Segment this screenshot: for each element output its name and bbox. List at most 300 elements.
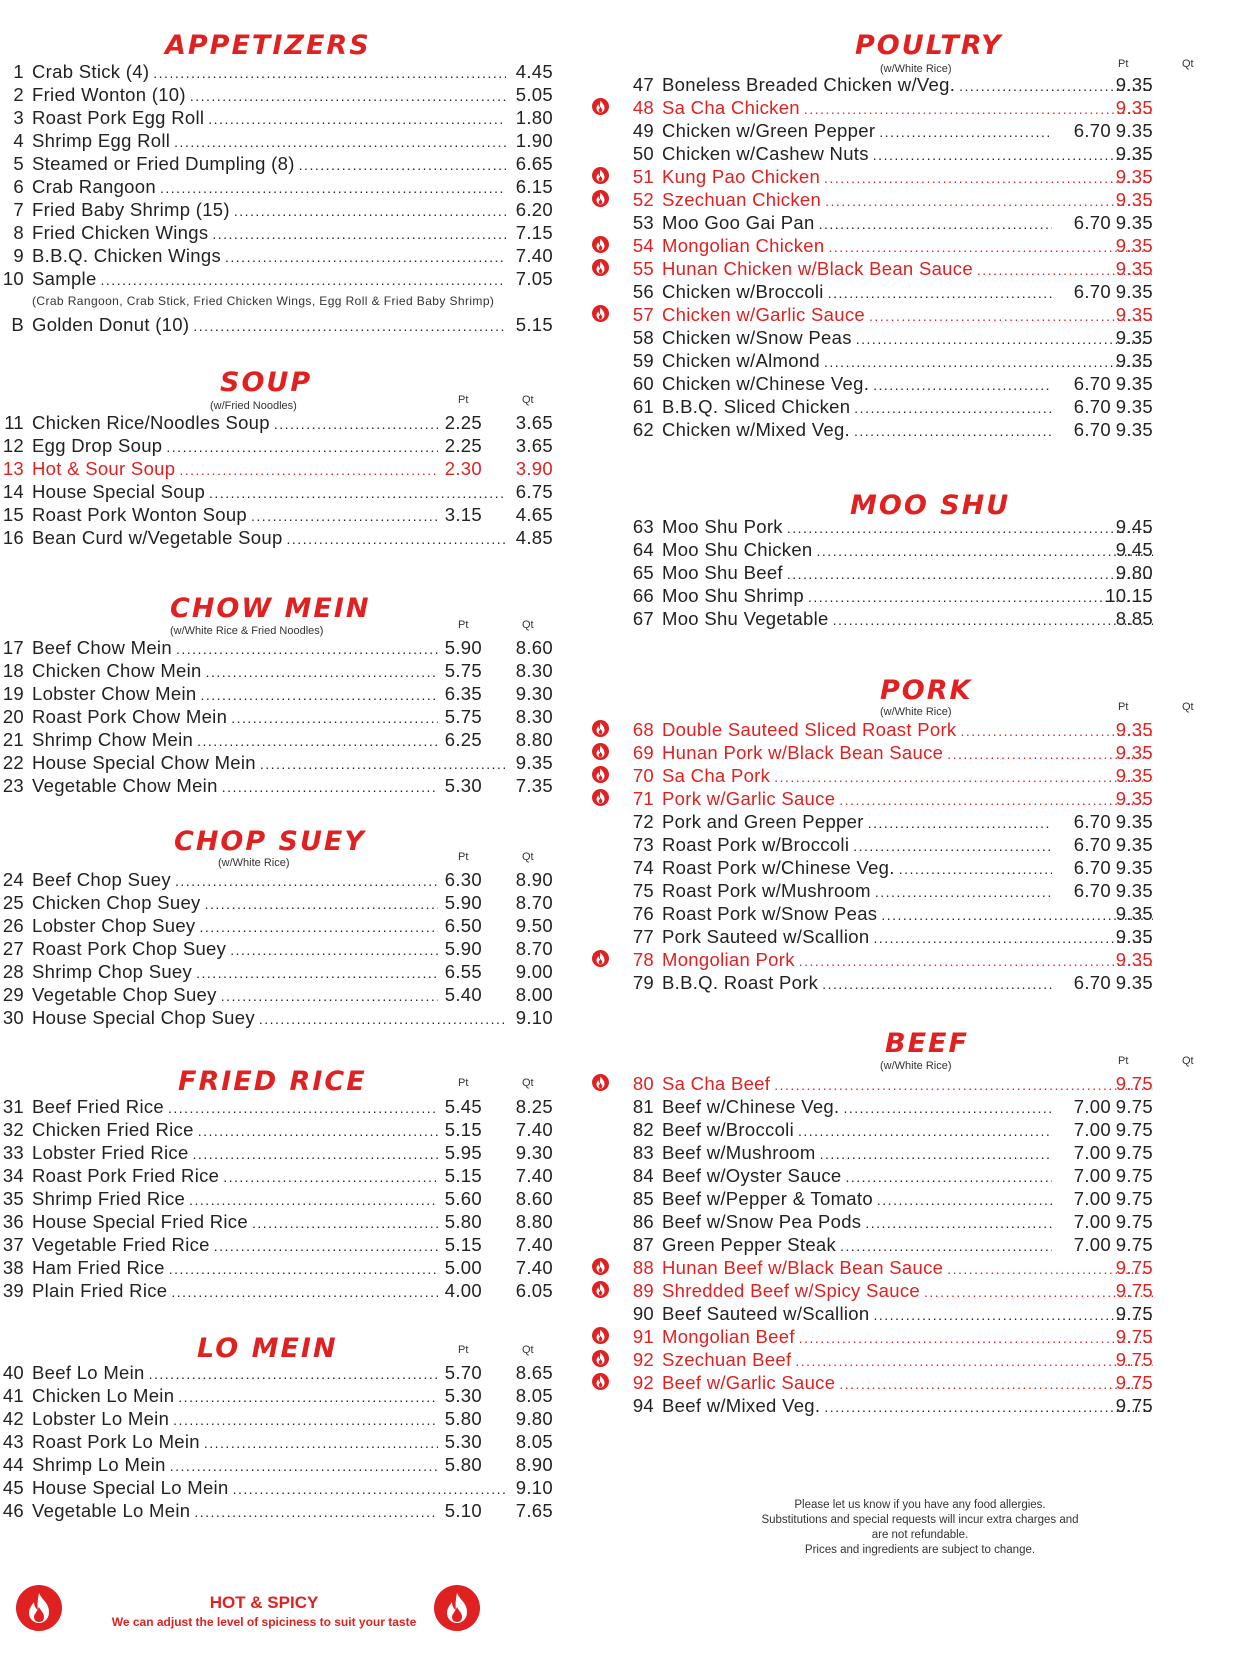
quart-price: 9.75 xyxy=(1115,1188,1153,1209)
quart-price: 9.35 xyxy=(1115,719,1153,740)
menu-item xyxy=(620,742,1220,765)
item-number: 6 xyxy=(13,176,24,197)
item-name: Beef Fried Rice xyxy=(32,1096,164,1117)
item-name-row xyxy=(32,915,438,937)
quart-price: 8.05 xyxy=(515,1431,553,1452)
quart-price: 8.25 xyxy=(515,1096,553,1117)
item-name-row xyxy=(662,1096,1052,1118)
pint-price: 5.45 xyxy=(444,1096,482,1117)
dot-leader xyxy=(299,153,506,175)
quart-header: Qt xyxy=(522,1077,534,1089)
item-number: 29 xyxy=(2,984,24,1005)
item-name: Roast Pork Lo Mein xyxy=(32,1431,200,1452)
quart-price: 9.75 xyxy=(1115,1119,1153,1140)
item-name-row xyxy=(662,120,1052,142)
pint-price: 5.60 xyxy=(444,1188,482,1209)
item-name: Roast Pork w/Broccoli xyxy=(662,834,850,855)
item-name: Pork and Green Pepper xyxy=(662,811,864,832)
item-name: Shrimp Fried Rice xyxy=(32,1188,186,1209)
quart-price: 9.30 xyxy=(515,1142,553,1163)
item-name-row xyxy=(32,245,506,267)
menu-item xyxy=(0,1454,560,1477)
pint-price: 5.90 xyxy=(444,938,482,959)
menu-item xyxy=(620,327,1220,350)
quart-price: 9.35 xyxy=(1115,212,1153,233)
item-number: 49 xyxy=(632,120,654,141)
section-title: SOUP xyxy=(220,367,313,398)
item-name-row xyxy=(662,903,1153,925)
dot-leader xyxy=(189,1188,438,1210)
dot-leader xyxy=(223,1165,438,1187)
dot-leader xyxy=(171,1280,438,1302)
dot-leader xyxy=(260,752,506,774)
quart-price: 8.90 xyxy=(515,869,553,890)
item-name: Chicken Lo Mein xyxy=(32,1385,175,1406)
pint-price: 2.30 xyxy=(444,458,482,479)
menu-item xyxy=(0,1234,560,1257)
item-number: 25 xyxy=(2,892,24,913)
item-name: Hunan Pork w/Black Bean Sauce xyxy=(662,742,944,763)
menu-item xyxy=(0,412,560,435)
quart-price: 8.70 xyxy=(515,892,553,913)
item-name: Beef Chow Mein xyxy=(32,637,172,658)
quart-price: 7.40 xyxy=(515,245,553,266)
item-name-row xyxy=(32,458,438,480)
quart-price: 9.75 xyxy=(1115,1372,1153,1393)
item-name-row xyxy=(32,1211,438,1233)
quart-price: 9.35 xyxy=(1115,857,1153,878)
menu-item xyxy=(620,1119,1220,1142)
item-name: Beef w/Chinese Veg. xyxy=(662,1096,840,1117)
quart-price: 9.35 xyxy=(1115,74,1153,95)
dot-leader xyxy=(193,1142,438,1164)
menu-item xyxy=(0,314,560,337)
item-name-row xyxy=(662,539,1153,561)
menu-item xyxy=(620,926,1220,949)
menu-item xyxy=(620,304,1220,327)
pint-price: 5.15 xyxy=(444,1165,482,1186)
item-name: B.B.Q. Roast Pork xyxy=(662,972,819,993)
item-name-row xyxy=(662,1395,1153,1417)
item-number: 86 xyxy=(632,1211,654,1232)
dot-leader xyxy=(828,281,1052,303)
item-name-row xyxy=(32,130,506,152)
item-name-row xyxy=(662,880,1052,902)
quart-header: Qt xyxy=(522,1344,534,1356)
dot-leader xyxy=(222,775,438,797)
item-number: 40 xyxy=(2,1362,24,1383)
item-name: Lobster Chow Mein xyxy=(32,683,197,704)
menu-item xyxy=(620,949,1220,972)
menu-item xyxy=(0,61,560,84)
quart-price: 9.50 xyxy=(515,915,553,936)
item-number: 85 xyxy=(632,1188,654,1209)
quart-price: 6.15 xyxy=(515,176,553,197)
item-name: Pork Sauteed w/Scallion xyxy=(662,926,870,947)
item-number: 52 xyxy=(632,189,654,210)
dot-leader xyxy=(230,938,438,960)
quart-price: 6.75 xyxy=(515,481,553,502)
item-name: Chicken Chop Suey xyxy=(32,892,201,913)
item-name: Sample xyxy=(32,268,97,289)
quart-price: 9.75 xyxy=(1115,1073,1153,1094)
item-name-row xyxy=(662,189,1153,211)
item-name: Shrimp Egg Roll xyxy=(32,130,171,151)
menu-item xyxy=(0,107,560,130)
item-number: 19 xyxy=(2,683,24,704)
item-name: Roast Pork Egg Roll xyxy=(32,107,205,128)
section-subtitle: (w/White Rice & Fried Noodles) xyxy=(170,625,324,637)
item-number: 51 xyxy=(632,166,654,187)
item-name-row xyxy=(662,327,1153,349)
menu-item xyxy=(0,869,560,892)
item-name: Hot & Sour Soup xyxy=(32,458,176,479)
item-name-row xyxy=(32,729,438,751)
menu-item xyxy=(620,765,1220,788)
flame-icon xyxy=(592,259,609,276)
item-name-row xyxy=(662,281,1052,303)
item-name: Roast Pork Chop Suey xyxy=(32,938,227,959)
dot-leader xyxy=(868,811,1052,833)
pint-price: 6.35 xyxy=(444,683,482,704)
menu-item xyxy=(0,268,560,291)
item-name: Moo Shu Shrimp xyxy=(662,585,804,606)
pint-price: 7.00 xyxy=(1073,1119,1111,1140)
menu-item xyxy=(0,1188,560,1211)
item-number: 92 xyxy=(632,1349,654,1370)
flame-icon xyxy=(592,1258,609,1275)
menu-item xyxy=(0,637,560,660)
item-name: Beef w/Broccoli xyxy=(662,1119,794,1140)
quart-price: 8.05 xyxy=(515,1385,553,1406)
pint-header: Pt xyxy=(1118,701,1129,713)
item-name-row xyxy=(662,1165,1052,1187)
item-number: 21 xyxy=(2,729,24,750)
flame-icon xyxy=(592,743,609,760)
item-number: 89 xyxy=(632,1280,654,1301)
allergy-line: are not refundable. xyxy=(871,1529,969,1541)
item-name: Lobster Fried Rice xyxy=(32,1142,189,1163)
menu-item xyxy=(0,153,560,176)
menu-item xyxy=(620,212,1220,235)
item-number: 47 xyxy=(632,74,654,95)
menu-item xyxy=(620,516,1220,539)
dot-leader xyxy=(212,222,506,244)
item-number: 92 xyxy=(632,1372,654,1393)
item-number: 63 xyxy=(632,516,654,537)
dot-leader xyxy=(274,412,438,434)
item-name-row xyxy=(32,61,506,83)
menu-item xyxy=(0,222,560,245)
menu-item xyxy=(620,189,1220,212)
item-name: Moo Goo Gai Pan xyxy=(662,212,815,233)
section-subtitle: (w/Fried Noodles) xyxy=(210,400,297,412)
item-number: 12 xyxy=(2,435,24,456)
item-name-row xyxy=(662,857,1052,879)
item-number: 4 xyxy=(13,130,24,151)
item-name: Crab Rangoon xyxy=(32,176,156,197)
item-number: 60 xyxy=(632,373,654,394)
quart-price: 1.80 xyxy=(515,107,553,128)
pint-price: 5.80 xyxy=(444,1211,482,1232)
item-number: 58 xyxy=(632,327,654,348)
dot-leader xyxy=(845,1165,1052,1187)
pint-price: 5.80 xyxy=(444,1408,482,1429)
menu-item xyxy=(0,660,560,683)
pint-price: 2.25 xyxy=(444,412,482,433)
item-name: Chicken w/Mixed Veg. xyxy=(662,419,851,440)
item-name: Hunan Chicken w/Black Bean Sauce xyxy=(662,258,973,279)
quart-header: Qt xyxy=(522,851,534,863)
menu-item xyxy=(0,481,560,504)
item-number: 70 xyxy=(632,765,654,786)
item-name: Roast Pork w/Mushroom xyxy=(662,880,871,901)
item-number: 28 xyxy=(2,961,24,982)
dot-leader xyxy=(209,481,506,503)
menu-item xyxy=(0,1165,560,1188)
pint-price: 5.90 xyxy=(444,892,482,913)
item-name-row xyxy=(32,1454,438,1476)
quart-price: 9.35 xyxy=(1115,235,1153,256)
item-name: Roast Pork Wonton Soup xyxy=(32,504,248,525)
dot-leader xyxy=(160,176,506,198)
item-number: 55 xyxy=(632,258,654,279)
item-name-row xyxy=(32,199,506,221)
item-number: 94 xyxy=(632,1395,654,1416)
flame-icon xyxy=(434,1585,480,1631)
item-name-row xyxy=(32,176,506,198)
menu-item xyxy=(0,1257,560,1280)
item-number: 65 xyxy=(632,562,654,583)
menu-item xyxy=(620,1257,1220,1280)
menu-item xyxy=(620,166,1220,189)
menu-item xyxy=(0,752,560,775)
section-title: LO MEIN xyxy=(197,1333,338,1364)
dot-leader xyxy=(822,972,1052,994)
section-title: APPETIZERS xyxy=(165,30,371,61)
item-number: 15 xyxy=(2,504,24,525)
item-name-row xyxy=(662,719,1153,741)
item-number: 36 xyxy=(2,1211,24,1232)
item-name: Fried Baby Shrimp (15) xyxy=(32,199,230,220)
appetizer-sample-note: (Crab Rangoon, Crab Stick, Fried Chicken Wings, Egg Roll & Fried Baby Shrimp) xyxy=(32,294,495,308)
item-name: Beef w/Mushroom xyxy=(662,1142,816,1163)
pint-price: 5.00 xyxy=(444,1257,482,1278)
item-number: 3 xyxy=(13,107,24,128)
quart-price: 9.35 xyxy=(1115,765,1153,786)
pint-header: Pt xyxy=(1118,58,1129,70)
menu-item xyxy=(0,1119,560,1142)
item-name: Boneless Breaded Chicken w/Veg. xyxy=(662,74,956,95)
menu-item xyxy=(0,504,560,527)
flame-icon xyxy=(592,950,609,967)
pint-price: 5.15 xyxy=(444,1119,482,1140)
quart-price: 10.15 xyxy=(1105,585,1153,606)
item-name: Moo Shu Chicken xyxy=(662,539,813,560)
section-subtitle: (w/White Rice) xyxy=(880,63,952,75)
pint-header: Pt xyxy=(458,851,469,863)
pint-price: 5.30 xyxy=(444,1431,482,1452)
quart-price: 8.30 xyxy=(515,706,553,727)
menu-item xyxy=(0,938,560,961)
menu-item xyxy=(620,120,1220,143)
hot-spicy-subtitle: We can adjust the level of spiciness to suit your taste xyxy=(111,1615,417,1629)
dot-leader xyxy=(196,961,438,983)
item-name: Chicken w/Cashew Nuts xyxy=(662,143,869,164)
section-title: MOO SHU xyxy=(850,490,1011,521)
item-name: Mongolian Beef xyxy=(662,1326,795,1347)
item-number: 48 xyxy=(632,97,654,118)
dot-leader xyxy=(287,527,506,549)
item-name-row xyxy=(662,419,1052,441)
pint-price: 6.70 xyxy=(1073,212,1111,233)
item-name-row xyxy=(32,752,506,774)
menu-item xyxy=(620,258,1220,281)
item-name-row xyxy=(32,435,438,457)
item-number: 74 xyxy=(632,857,654,878)
item-number: 88 xyxy=(632,1257,654,1278)
item-number: 39 xyxy=(2,1280,24,1301)
item-name: Crab Stick (4) xyxy=(32,61,150,82)
menu-item xyxy=(0,245,560,268)
item-name-row xyxy=(662,1073,1153,1095)
item-number: 38 xyxy=(2,1257,24,1278)
dot-leader xyxy=(149,1362,438,1384)
item-name: Sa Cha Chicken xyxy=(662,97,800,118)
quart-price: 9.35 xyxy=(1115,327,1153,348)
quart-price: 3.65 xyxy=(515,435,553,456)
quart-price: 9.35 xyxy=(1115,972,1153,993)
item-number: 46 xyxy=(2,1500,24,1521)
item-number: 56 xyxy=(632,281,654,302)
section-subtitle: (w/White Rice) xyxy=(880,1060,952,1072)
item-name: Shrimp Chow Mein xyxy=(32,729,194,750)
flame-icon xyxy=(592,167,609,184)
item-name: Mongolian Pork xyxy=(662,949,795,970)
quart-price: 9.35 xyxy=(1115,949,1153,970)
pint-price: 5.75 xyxy=(444,660,482,681)
item-number: 78 xyxy=(632,949,654,970)
quart-price: 7.40 xyxy=(515,1234,553,1255)
item-number: 30 xyxy=(2,1007,24,1028)
menu-item xyxy=(0,527,560,550)
item-name-row xyxy=(662,562,1153,584)
item-name-row xyxy=(32,481,506,503)
quart-price: 6.05 xyxy=(515,1280,553,1301)
item-name: Roast Pork Fried Rice xyxy=(32,1165,220,1186)
quart-price: 7.65 xyxy=(515,1500,553,1521)
menu-item xyxy=(620,350,1220,373)
menu-item xyxy=(0,84,560,107)
quart-price: 9.35 xyxy=(1115,120,1153,141)
item-name-row xyxy=(32,775,438,797)
quart-price: 7.40 xyxy=(515,1165,553,1186)
allergy-line: Prices and ingredients are subject to change. xyxy=(804,1544,1036,1556)
dot-leader xyxy=(899,857,1052,879)
quart-price: 9.10 xyxy=(515,1007,553,1028)
dot-leader xyxy=(169,1257,438,1279)
pint-price: 5.30 xyxy=(444,1385,482,1406)
quart-price: 3.90 xyxy=(515,458,553,479)
item-name: Beef w/Pepper & Tomato xyxy=(662,1188,873,1209)
item-number: 17 xyxy=(2,637,24,658)
item-name-row xyxy=(32,1257,438,1279)
dot-leader xyxy=(231,706,438,728)
hot-spicy-title: HOT & SPICY xyxy=(209,1593,319,1612)
item-number: 75 xyxy=(632,880,654,901)
item-number: 69 xyxy=(632,742,654,763)
pint-price: 2.25 xyxy=(444,435,482,456)
menu-item xyxy=(620,539,1220,562)
quart-price: 9.35 xyxy=(1115,350,1153,371)
menu-item xyxy=(0,130,560,153)
pint-header: Pt xyxy=(458,1344,469,1356)
menu-item xyxy=(0,1477,560,1500)
item-number: 90 xyxy=(632,1303,654,1324)
menu-item xyxy=(620,373,1220,396)
quart-price: 9.35 xyxy=(1115,742,1153,763)
quart-price: 6.65 xyxy=(515,153,553,174)
item-number: 54 xyxy=(632,235,654,256)
quart-header: Qt xyxy=(522,619,534,631)
item-name: Sa Cha Pork xyxy=(662,765,771,786)
item-number: 2 xyxy=(13,84,24,105)
item-name-row xyxy=(32,637,438,659)
quart-price: 9.35 xyxy=(515,752,553,773)
item-number: 14 xyxy=(2,481,24,502)
item-name: Chicken Fried Rice xyxy=(32,1119,194,1140)
item-number: 61 xyxy=(632,396,654,417)
dot-leader xyxy=(204,1431,438,1453)
quart-price: 9.35 xyxy=(1115,903,1153,924)
quart-price: 7.05 xyxy=(515,268,553,289)
item-name-row xyxy=(32,1362,438,1384)
pint-header: Pt xyxy=(458,619,469,631)
quart-price: 9.75 xyxy=(1115,1096,1153,1117)
item-number: 53 xyxy=(632,212,654,233)
item-name-row xyxy=(662,765,1153,787)
menu-item xyxy=(0,1096,560,1119)
item-name-row xyxy=(32,1234,438,1256)
item-number: 81 xyxy=(632,1096,654,1117)
item-name: Moo Shu Pork xyxy=(662,516,783,537)
pint-price: 6.70 xyxy=(1073,419,1111,440)
item-name: Beef Sauteed w/Scallion xyxy=(662,1303,870,1324)
quart-header: Qt xyxy=(1182,701,1194,713)
dot-leader xyxy=(251,504,438,526)
pint-price: 7.00 xyxy=(1073,1096,1111,1117)
flame-icon xyxy=(592,98,609,115)
pint-header: Pt xyxy=(1118,1055,1129,1067)
menu-item xyxy=(0,176,560,199)
item-number: 34 xyxy=(2,1165,24,1186)
item-name-row xyxy=(32,1007,506,1029)
item-number: 87 xyxy=(632,1234,654,1255)
item-name-row xyxy=(662,350,1153,372)
item-number: 66 xyxy=(632,585,654,606)
menu-item xyxy=(620,74,1220,97)
flame-icon xyxy=(592,1327,609,1344)
pint-price: 7.00 xyxy=(1073,1142,1111,1163)
dot-leader xyxy=(259,1007,506,1029)
item-name-row xyxy=(32,1280,438,1302)
item-name-row xyxy=(662,304,1153,326)
dot-leader xyxy=(865,1211,1052,1233)
dot-leader xyxy=(208,107,506,129)
menu-item xyxy=(0,1007,560,1030)
item-name-row xyxy=(662,1211,1052,1233)
item-name: Bean Curd w/Vegetable Soup xyxy=(32,527,283,548)
